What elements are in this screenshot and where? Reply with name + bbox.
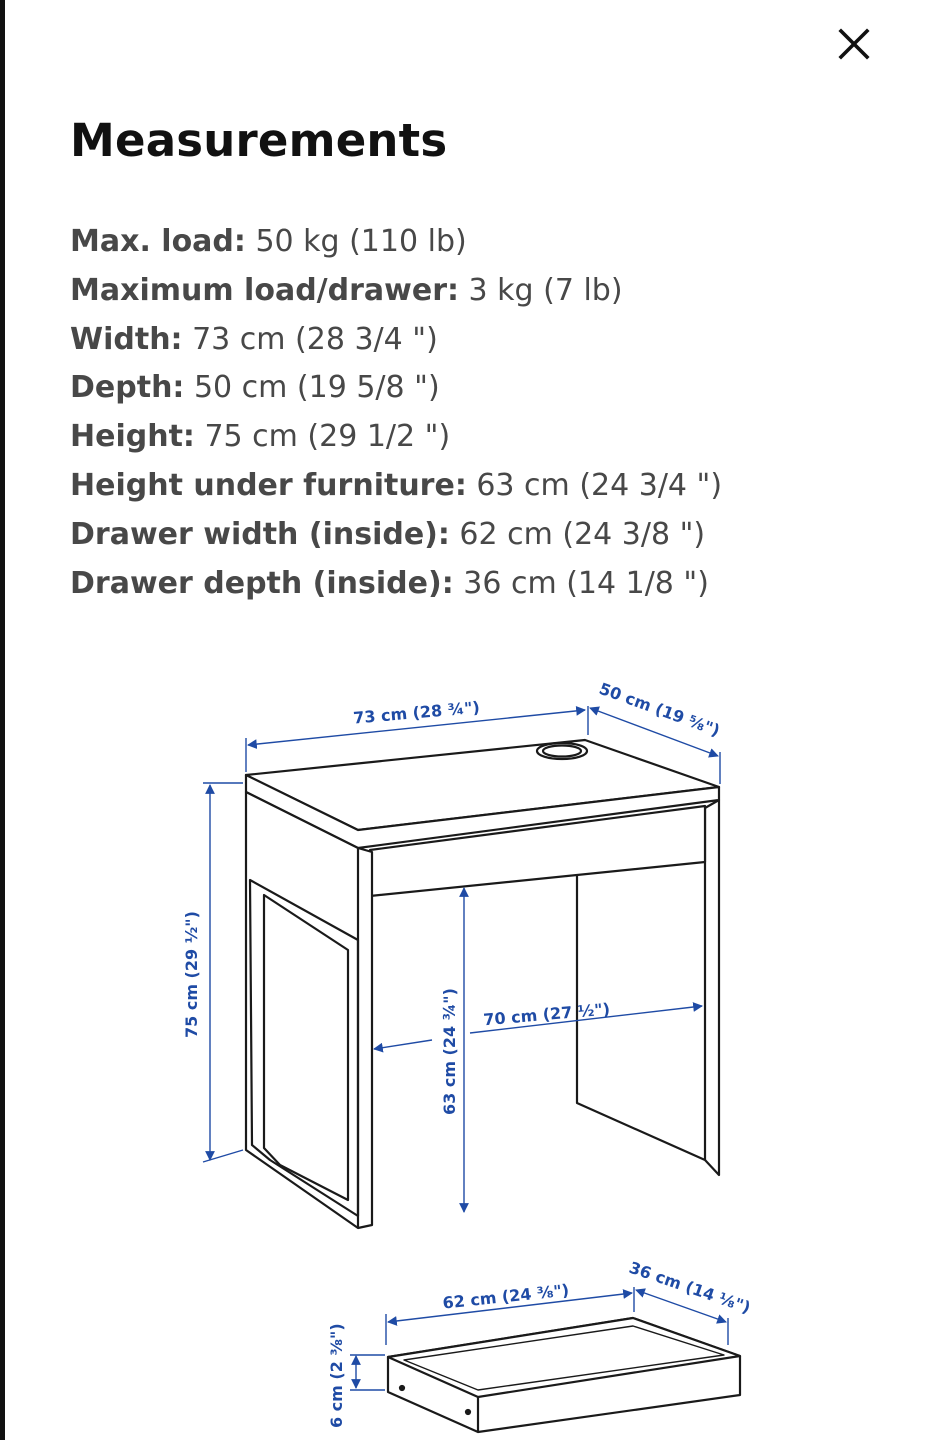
spec-value: 36 cm (14 1/8 ") xyxy=(453,565,709,601)
spec-depth xyxy=(70,364,722,413)
spec-label: Height under furniture: xyxy=(70,467,467,503)
spec-value: 50 cm (19 5/8 ") xyxy=(184,370,440,406)
spec-list xyxy=(70,218,722,608)
spec-value: 63 cm (24 3/4 ") xyxy=(466,467,723,503)
spec-value: 3 kg (7 lb) xyxy=(459,272,623,308)
spec-max-load xyxy=(70,218,722,267)
dim-height-under-label: 63 cm (24 ¾") xyxy=(440,988,459,1115)
close-button[interactable] xyxy=(828,18,880,70)
spec-value: 73 cm (28 3/4 ") xyxy=(182,321,438,357)
spec-label: Drawer depth (inside): xyxy=(70,565,454,601)
dim-drawer-width-label: 62 cm (24 ⅜") xyxy=(441,1280,570,1313)
spec-label: Depth: xyxy=(70,370,185,406)
page-title: Measurements xyxy=(70,114,448,167)
spec-drawer-width xyxy=(70,511,722,560)
spec-label: Width: xyxy=(70,321,183,357)
spec-drawer-depth xyxy=(70,560,722,609)
drawer-drawing xyxy=(388,1318,740,1432)
spec-value: 75 cm (29 1/2 ") xyxy=(194,419,451,455)
dim-drawer-depth-label: 36 cm (14 ⅛") xyxy=(626,1257,753,1318)
dim-drawer-height-label: 6 cm (2 ⅜") xyxy=(327,1323,346,1428)
spec-value: 50 kg (110 lb) xyxy=(245,224,467,259)
desk-dimension-illustration xyxy=(0,640,933,1440)
spec-width xyxy=(70,316,722,365)
spec-value: 62 cm (24 3/8 ") xyxy=(449,516,706,552)
dim-depth-label: 50 cm (19 ⅝") xyxy=(596,678,723,741)
spec-max-load-drawer xyxy=(70,267,722,316)
spec-label: Height: xyxy=(70,419,195,455)
dim-inner-width-label: 70 cm (27 ½") xyxy=(482,999,611,1030)
spec-label: Maximum load/drawer: xyxy=(70,272,459,308)
spec-height-under-furniture xyxy=(70,462,722,511)
close-icon xyxy=(838,28,870,60)
spec-height xyxy=(70,413,722,462)
spec-label: Max. load: xyxy=(70,224,246,259)
spec-label: Drawer width (inside): xyxy=(70,516,450,552)
dim-width-label: 73 cm (28 ¾") xyxy=(352,697,481,728)
desk-drawing xyxy=(246,740,719,1228)
dim-height-label: 75 cm (29 ½") xyxy=(182,911,201,1038)
